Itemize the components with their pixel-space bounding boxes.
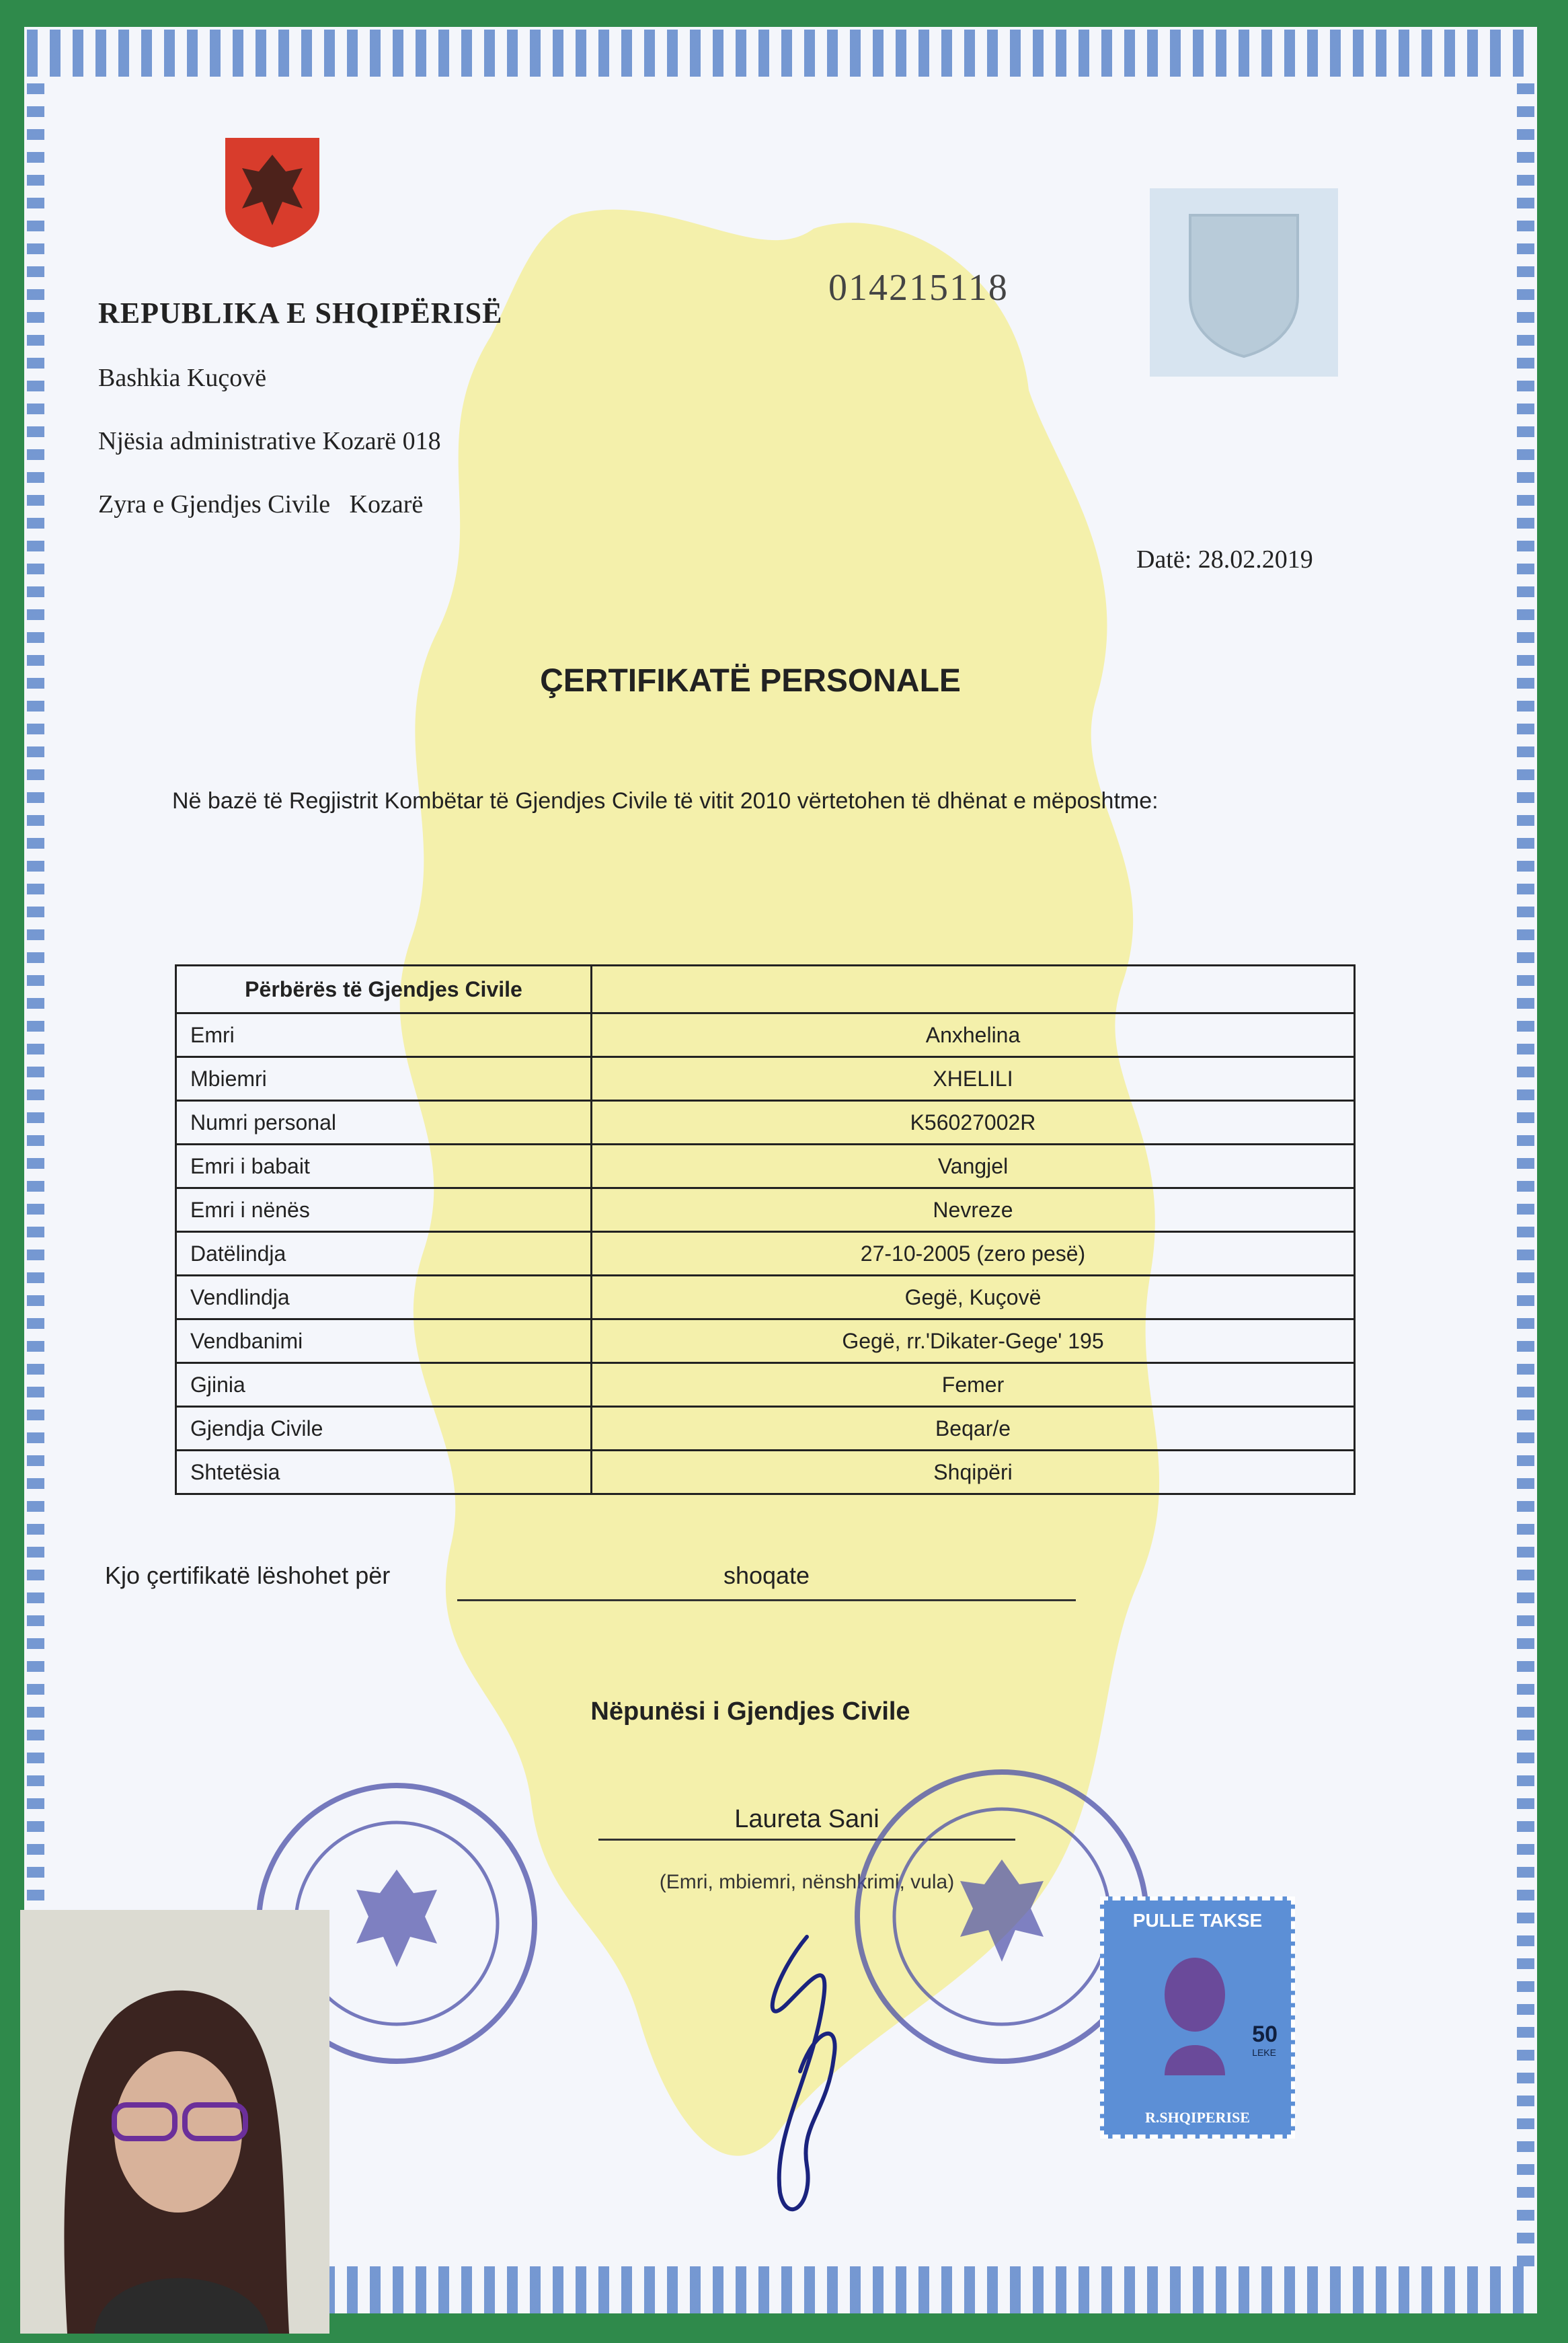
- intro-text: Në bazë të Regjistrit Kombëtar të Gjendjes Civile të vitit 2010 vërtetohen të dhënat e mëposhtme:: [172, 788, 1159, 814]
- issued-for-value: shoqate: [723, 1562, 810, 1589]
- admin-unit-line: Njësia administrative Kozarë 018: [98, 427, 441, 455]
- field-value: Shqipëri: [592, 1451, 1355, 1494]
- field-label: Vendlindja: [176, 1276, 592, 1319]
- issue-date: Datë: 28.02.2019: [1136, 545, 1313, 574]
- table-row: [176, 1188, 1355, 1232]
- officer-title: Nëpunësi i Gjendjes Civile: [590, 1697, 910, 1726]
- field-label: Emri: [176, 1013, 592, 1057]
- table-row: [176, 1363, 1355, 1407]
- tax-stamp-portrait: [1144, 1941, 1245, 2075]
- table-row: [176, 1276, 1355, 1319]
- field-value: Beqar/e: [592, 1407, 1355, 1451]
- table-header-row: [176, 966, 1355, 1013]
- tax-stamp-country: R.SHQIPERISE: [1145, 2109, 1250, 2126]
- document-title: ÇERTIFIKATË PERSONALE: [540, 663, 961, 699]
- tax-stamp-value: 50: [1252, 2022, 1278, 2047]
- country-heading: REPUBLIKA E SHQIPËRISË: [98, 297, 503, 330]
- field-value: Nevreze: [592, 1188, 1355, 1232]
- handwritten-signature: [733, 1923, 867, 2233]
- field-label: Vendbanimi: [176, 1319, 592, 1363]
- table-header: Përbërës të Gjendjes Civile: [176, 966, 592, 1013]
- signature-caption: (Emri, mbiemri, nënshkrimi, vula): [659, 1871, 955, 1893]
- issued-for-line: [457, 1599, 1076, 1601]
- civil-status-table: [175, 964, 1356, 1495]
- serial-number: 014215118: [828, 267, 1009, 309]
- field-label: Emri i babait: [176, 1145, 592, 1188]
- field-value: Femer: [592, 1363, 1355, 1407]
- holder-photo: [20, 1910, 329, 2334]
- table-row: [176, 1057, 1355, 1101]
- tax-stamp-unit: LEKE: [1252, 2047, 1276, 2058]
- field-label: Shtetësia: [176, 1451, 592, 1494]
- table-row: [176, 1013, 1355, 1057]
- civil-office-line: Zyra e Gjendjes Civile Kozarë: [98, 490, 424, 518]
- field-value: Anxhelina: [592, 1013, 1355, 1057]
- field-value: Gegë, Kuçovë: [592, 1276, 1355, 1319]
- field-value: K56027002R: [592, 1101, 1355, 1145]
- hologram-security-mark: [1150, 188, 1338, 377]
- field-value: 27-10-2005 (zero pesë): [592, 1232, 1355, 1276]
- field-label: Datëlindja: [176, 1232, 592, 1276]
- table-row: [176, 1319, 1355, 1363]
- tax-stamp-title: PULLE TAKSE: [1132, 1910, 1263, 1931]
- field-value: XHELILI: [592, 1057, 1355, 1101]
- officer-name: Laureta Sani: [734, 1805, 879, 1833]
- table-row: [176, 1232, 1355, 1276]
- field-label: Mbiemri: [176, 1057, 592, 1101]
- decorative-border-top: [27, 30, 1533, 77]
- field-value: Gegë, rr.'Dikater-Gege' 195: [592, 1319, 1355, 1363]
- table-row: [176, 1451, 1355, 1494]
- municipality-line: Bashkia Kuçovë: [98, 364, 267, 392]
- tax-stamp: [1100, 1896, 1295, 2139]
- field-value: Vangjel: [592, 1145, 1355, 1188]
- field-label: Emri i nënës: [176, 1188, 592, 1232]
- table-row: [176, 1145, 1355, 1188]
- field-label: Numri personal: [176, 1101, 592, 1145]
- field-label: Gjendja Civile: [176, 1407, 592, 1451]
- issued-for-label: Kjo çertifikatë lëshohet për: [105, 1562, 391, 1589]
- albania-emblem: [222, 135, 323, 249]
- table-row: [176, 1407, 1355, 1451]
- field-label: Gjinia: [176, 1363, 592, 1407]
- table-header-empty: [592, 966, 1355, 1013]
- decorative-border-right: [1517, 77, 1534, 2266]
- table-row: [176, 1101, 1355, 1145]
